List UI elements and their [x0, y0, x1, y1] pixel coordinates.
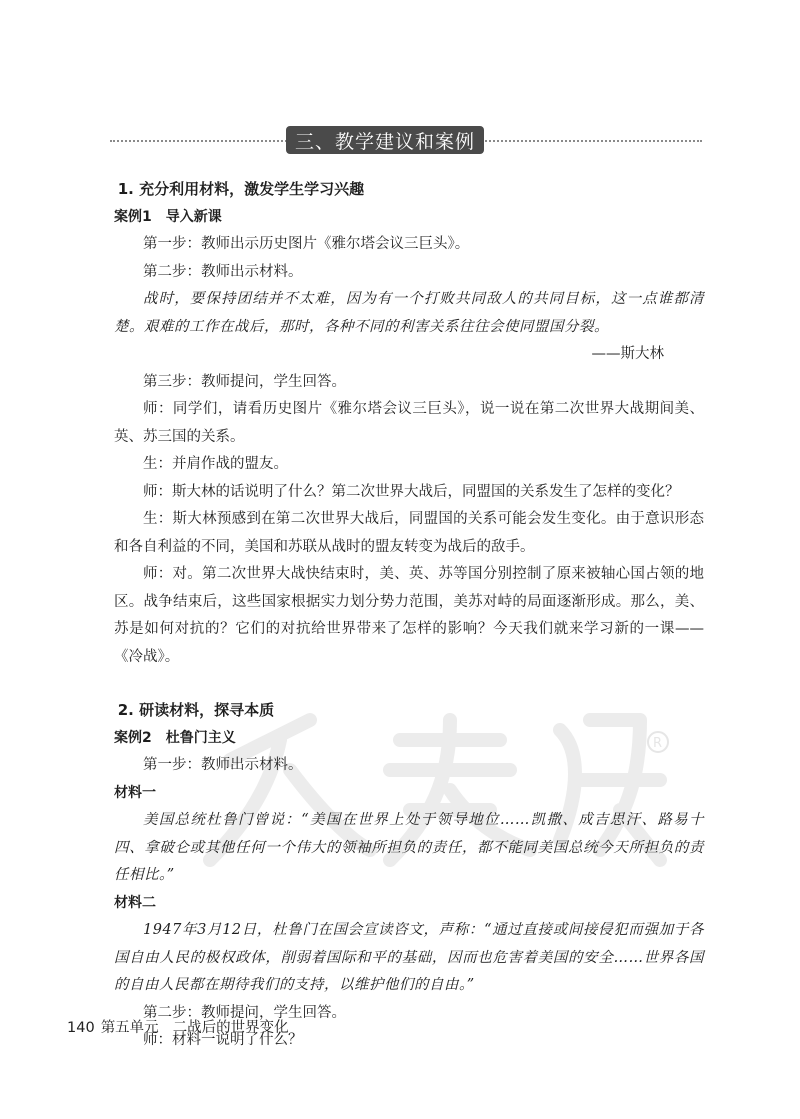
svg-text:R: R — [653, 736, 663, 751]
teacher-line-1: 师：同学们，请看历史图片《雅尔塔会议三巨头》，说一说在第二次世界大战期间美、英、苏三国的关系。 — [114, 401, 704, 445]
unit-title: 二战后的世界变化 — [172, 1020, 289, 1036]
case2-name: 杜鲁门主义 — [165, 729, 236, 746]
material1-label: 材料一 — [114, 784, 156, 801]
case2-step1: 第一步：教师出示材料。 — [143, 757, 303, 773]
material2-text: 1947年3月12日，杜鲁门在国会宣读咨文，声称：“通过直接或间接侵犯而强加于各国自由人民的极权政体，削弱着国际和平的基础，因而也危害着美国的安全……世界各国的自由人民都在期待我们的支持，以维护他们的自由。” — [114, 922, 704, 993]
case1-label: 案例1 — [114, 208, 152, 225]
section-header — [110, 128, 702, 152]
unit-label: 第五单元 — [100, 1020, 159, 1036]
case2-title — [114, 725, 704, 753]
material1-text: 美国总统杜鲁门曾说：“美国在世界上处于领导地位……凯撒、成吉思汗、路易十四、拿破仑或其他任何一个伟大的领袖所担负的责任，都不能同美国总统今天所担负的责任相比。” — [114, 812, 704, 883]
case1-name: 导入新课 — [165, 208, 222, 225]
part2-heading: 2. 研读材料，探寻本质 — [117, 701, 275, 719]
stalin-quote: 战时，要保持团结并不太难，因为有一个打败共同敌人的共同目标，这一点谁都清楚。艰难的工作在战后，那时，各种不同的利害关系往往会使同盟国分裂。 — [114, 291, 704, 335]
part1-heading: 1. 充分利用材料，激发学生学习兴趣 — [117, 180, 365, 198]
case1-step2: 第二步：教师出示材料。 — [143, 263, 303, 280]
page-number: 140 — [67, 1020, 95, 1036]
section-title-box — [286, 126, 484, 154]
student-line-1: 生：并肩作战的盟友。 — [143, 456, 288, 472]
page-footer — [67, 1016, 289, 1037]
case2-step2: 第二步：教师提问，学生回答。 — [143, 1004, 346, 1021]
case1-step3: 第三步：教师提问，学生回答。 — [143, 373, 346, 390]
case1-title — [114, 204, 704, 232]
page-content — [114, 176, 704, 1055]
quote-attribution: ——斯大林 — [591, 346, 664, 362]
case1-step1: 第一步：教师出示历史图片《雅尔塔会议三巨头》。 — [143, 236, 470, 252]
teacher-line-2: 师：斯大林的话说明了什么？第二次世界大战后，同盟国的关系发生了怎样的变化？ — [143, 483, 680, 500]
student-line-2: 生：斯大林预感到在第二次世界大战后，同盟国的关系可能会发生变化。由于意识形态和各自利益的不同，美国和苏联从战时的盟友转变为战后的敌手。 — [114, 511, 704, 555]
section-title: 三、教学建议和案例 — [294, 130, 475, 153]
teacher-question: 师：材料一说明了什么？ — [143, 1032, 303, 1048]
material2-label: 材料二 — [114, 894, 156, 911]
section-gap — [114, 671, 704, 697]
case2-label: 案例2 — [114, 729, 152, 746]
teacher-line-3: 师：对。第二次世界大战快结束时，美、英、苏等国分别控制了原来被轴心国占领的地区。战争结束后，这些国家根据实力划分势力范围，美苏对峙的局面逐渐形成。那么，美、苏是如何对抗的？它们的对抗给世界带来了怎样的影响？今天我们就来学习新的一课——《冷战》。 — [114, 566, 704, 665]
